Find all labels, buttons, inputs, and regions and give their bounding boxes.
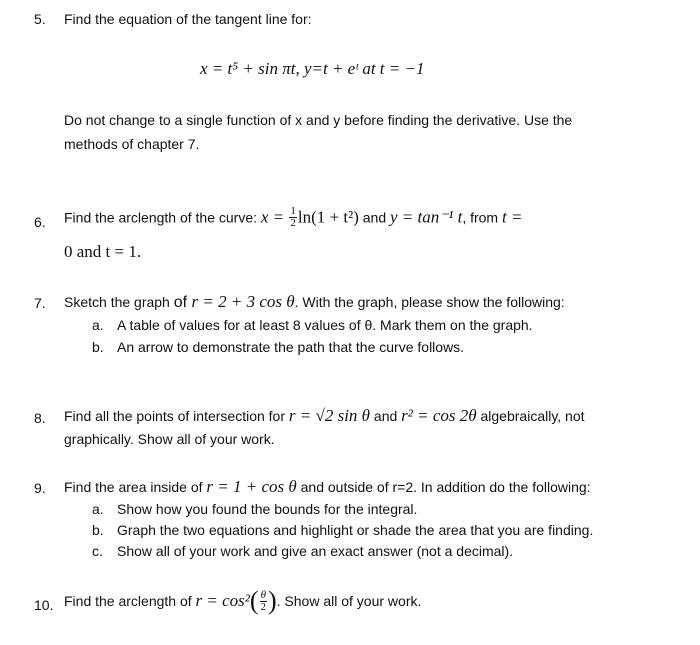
problem-10-right-paren: ) <box>267 586 277 615</box>
problem-9-sub-b-label: b. <box>92 522 104 538</box>
problem-7-math: r = 2 + 3 cos θ <box>191 292 295 311</box>
problem-9-sub-c-text: Show all of your work and give an exact answer (not a decimal). <box>117 543 514 559</box>
problem-7-line1 <box>64 292 565 312</box>
problem-5-instruction-line1: Do not change to a single function of x and y before finding the derivative. Use the <box>64 112 573 128</box>
problem-10-line1 <box>64 588 421 614</box>
problem-10-frac-num: θ <box>260 588 266 601</box>
problem-9-sub-b-text: Graph the two equations and highlight or shade the area that you are finding. <box>117 522 594 538</box>
problem-5-instruction-line2: methods of chapter 7. <box>64 136 200 152</box>
problem-6-math-a: x = <box>260 207 289 227</box>
problem-7-sub-a-text: A table of values for at least 8 values of θ. Mark them on the graph. <box>117 317 533 333</box>
problem-8-math-a: r = √2 sin θ <box>288 406 371 425</box>
problem-9-line1 <box>64 477 591 497</box>
problem-10-frac-den: 2 <box>260 600 267 613</box>
problem-6-line1 <box>64 206 522 229</box>
problem-7-text-of: of <box>173 294 192 311</box>
problem-9-text-b: and outside of r=2. In addition do the following: <box>296 479 591 495</box>
problem-7-sub-b-label: b. <box>92 339 104 355</box>
problem-8-text-c: algebraically, not <box>476 408 585 424</box>
problem-5-number: 5. <box>34 11 46 27</box>
problem-10-number: 10. <box>34 597 54 613</box>
problem-7-text-a: Sketch the graph <box>64 294 174 310</box>
problem-6-text-a: Find the arclength of the curve: <box>64 209 261 226</box>
problem-9-sub-a-text: Show how you found the bounds for the integral. <box>117 501 418 517</box>
problem-9-text-a: Find the area inside of <box>64 479 207 495</box>
problem-5-text: Find the equation of the tangent line for: <box>64 11 312 27</box>
problem-8-text-a: Find all the points of intersection for <box>64 408 289 424</box>
problem-7-sub-a-label: a. <box>92 317 104 333</box>
problem-8-line2: graphically. Show all of your work. <box>64 431 275 447</box>
problem-9-math-a: r = 1 + cos θ <box>206 477 297 496</box>
problem-10-text-a: Find the arclength of <box>64 593 196 609</box>
problem-8-number: 8. <box>34 410 46 426</box>
problem-10-left-paren: ( <box>249 586 259 615</box>
problem-7-number: 7. <box>34 295 46 311</box>
problem-6-text-b: and <box>358 209 391 226</box>
problem-7-text-b: . With the graph, please show the following: <box>294 294 565 310</box>
problem-6-frac-num: 1 <box>290 205 296 217</box>
problem-9-sub-c-label: c. <box>92 543 103 559</box>
problem-9-number: 9. <box>34 480 46 496</box>
problem-6-frac-den: 2 <box>290 217 296 229</box>
problem-8-line1 <box>64 406 585 426</box>
problem-9-sub-a-label: a. <box>92 501 104 517</box>
problem-6-text-c: , from <box>462 209 502 226</box>
problem-8-text-b: and <box>370 408 402 424</box>
problem-10-text-b: . Show all of your work. <box>276 593 422 609</box>
problem-6-line2: 0 and t = 1. <box>64 242 142 261</box>
problem-8-math-b: r² = cos 2θ <box>401 406 477 425</box>
problem-5-equation: x = t⁵ + sin πt, y=t + eᵗ at t = −1 <box>200 59 425 78</box>
problem-7-sub-b-text: An arrow to demonstrate the path that the curve follows. <box>117 339 465 355</box>
problem-6-math-d: t = <box>501 207 523 227</box>
problem-6-number: 6. <box>34 214 46 230</box>
problem-10-math-a: r = cos² <box>195 591 250 610</box>
problem-6-math-c: y = tan⁻¹ t <box>390 207 463 227</box>
problem-6-math-b: ln(1 + t²) <box>297 207 359 227</box>
problem-10-fraction <box>260 590 267 613</box>
problem-6-fraction <box>289 206 297 229</box>
